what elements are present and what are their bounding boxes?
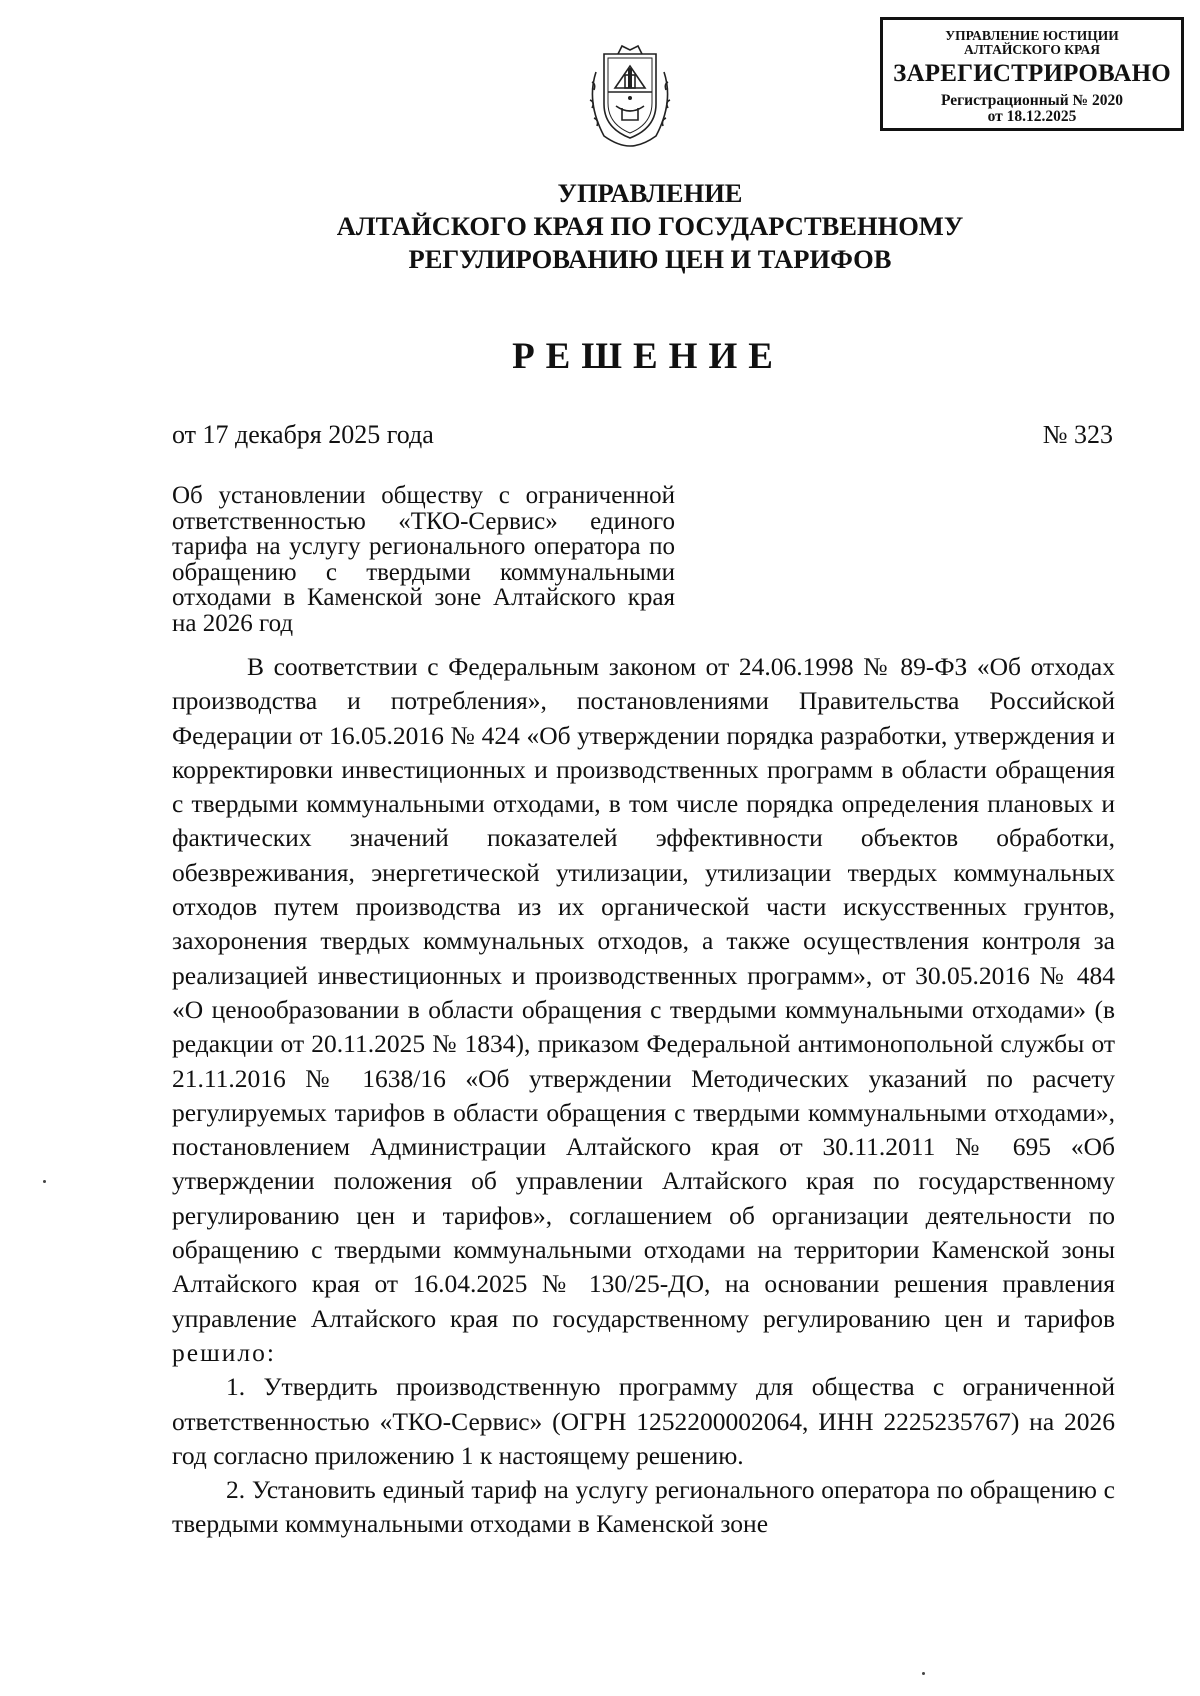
stamp-status: ЗАРЕГИСТРИРОВАНО: [893, 60, 1171, 88]
document-subject: Об установлении обществу с ограниченной ответственностью «ТКО-Сервис» единого тарифа на услугу регионального оператора по обращению с твердыми коммунальными отходами в Каменской зоне Алтайского края на 2026 год: [172, 482, 675, 637]
scan-speck: [922, 1672, 925, 1675]
preamble-text: В соответствии с Федеральным законом от 24.06.1998 № 89-ФЗ «Об отходах производства и потребления», постановлениями Правительства Российской Федерации от 16.05.2016 № 424 «Об утверждении порядка разработки, утверждения и корректировки инвестиционных и производственных программ в области обращения с твердыми коммунальными отходами, в том числе порядка определения плановых и фактических значений показателей эффективности объектов обработки, обезвреживания, энергетической утилизации, утилизации твердых коммунальных отходов путем производства из их органической части искусственных грунтов, захоронения твердых коммунальных отходов, а также осуществления контроля за реализацией инвестиционных и производственных программ», от 30.05.2016 № 484 «О ценообразовании в области обращения с твердыми коммунальными отходами» (в редакции от 20.11.2025 № 1834), приказом Федеральной антимонопольной службы от 21.11.2016 № 1638/16 «Об утверждении Методических указаний по расчету регулируемых тарифов в области обращения с твердыми коммунальными отходами», постановлением Администрации Алтайского края от 30.11.2011 № 695 «Об утверждении положения об управлении Алтайского края по государственному регулированию цен и тарифов», соглашением об организации деятельности по обращению с твердыми коммунальными отходами на территории Каменской зоны Алтайского края от 16.04.2025 № 130/25-ДО, на основании решения правления управление Алтайского края по государственному регулированию цен и тарифов: [172, 652, 1115, 1333]
stamp-reg-number: Регистрационный № 2020: [941, 91, 1123, 109]
organization-header: [0, 177, 1200, 276]
scan-speck: [43, 1180, 46, 1183]
decided-text: решило:: [172, 1337, 276, 1367]
altai-krai-coat-of-arms-icon: [582, 42, 678, 150]
document-body: [172, 650, 1115, 1542]
document-number: № 323: [1042, 420, 1113, 449]
document-date: от 17 декабря 2025 года: [172, 420, 434, 449]
document-title: РЕШЕНИЕ: [512, 336, 784, 377]
organization-line1: УПРАВЛЕНИЕ: [557, 178, 743, 208]
organization-line2: АЛТАЙСКОГО КРАЯ ПО ГОСУДАРСТВЕННОМУ: [336, 211, 964, 241]
stamp-authority-line2: АЛТАЙСКОГО КРАЯ: [963, 42, 1101, 58]
decision-item-1: 1. Утвердить производственную программу для общества с ограниченной ответственностью «ТКО-Сервис» (ОГРН 1252200002064, ИНН 2225235767) на 2026 год согласно приложению 1 к настоящему решению.: [172, 1372, 1115, 1470]
stamp-authority-line1: УПРАВЛЕНИЕ ЮСТИЦИИ: [945, 28, 1119, 43]
stamp-reg-date: от 18.12.2025: [987, 107, 1077, 125]
decision-item-2: 2. Установить единый тариф на услугу регионального оператора по обращению с твердыми коммунальными отходами в Каменской зоне: [172, 1475, 1115, 1539]
organization-line3: РЕГУЛИРОВАНИЮ ЦЕН И ТАРИФОВ: [408, 244, 892, 274]
registration-stamp: [880, 17, 1184, 131]
preamble-paragraph: [172, 650, 1115, 1370]
